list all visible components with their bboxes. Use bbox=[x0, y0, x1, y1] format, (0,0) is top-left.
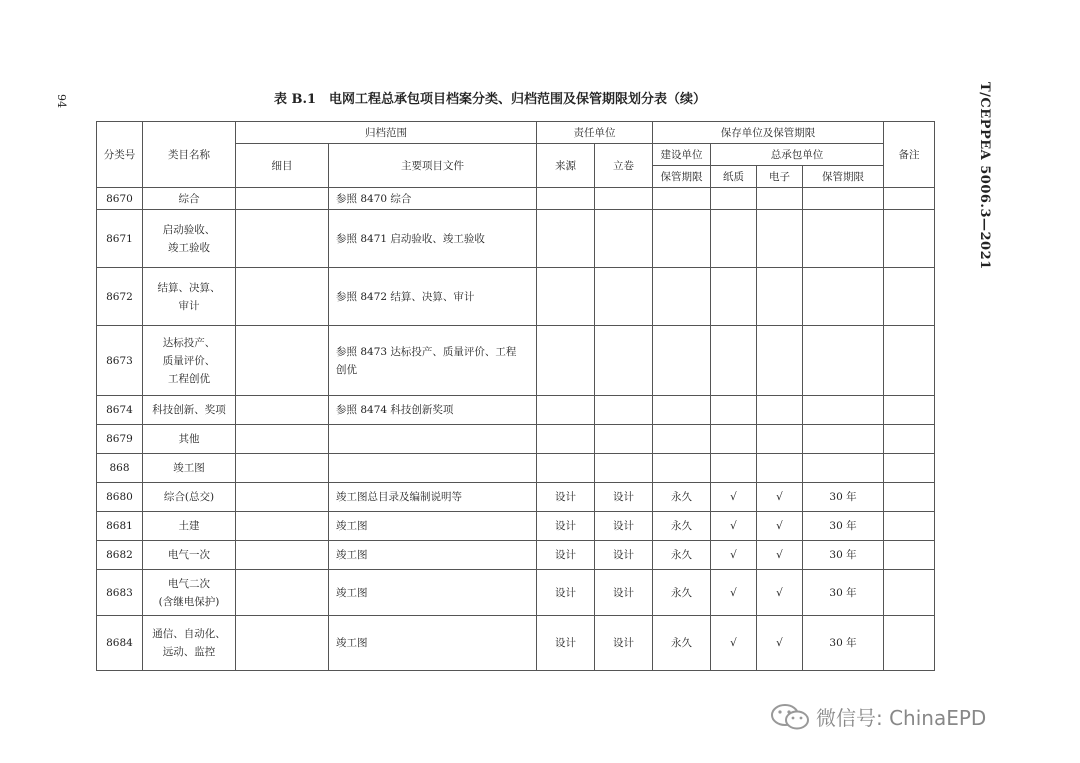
row-source bbox=[537, 454, 595, 483]
row-detail bbox=[236, 268, 329, 326]
table-title: 表 B.1 电网工程总承包项目档案分类、归档范围及保管期限划分表（续） bbox=[273, 92, 707, 107]
row-main-doc bbox=[329, 454, 537, 483]
row-remarks bbox=[884, 570, 935, 616]
row-remarks bbox=[884, 188, 935, 210]
header-code: 分类号 bbox=[97, 122, 143, 188]
row-contractor-period: 30 年 bbox=[803, 616, 884, 671]
wechat-watermark bbox=[770, 702, 986, 731]
row-contractor-period bbox=[803, 210, 884, 268]
row-category: 综合 bbox=[143, 188, 236, 210]
row-category: 综合(总交) bbox=[143, 483, 236, 512]
row-main-doc: 竣工图 bbox=[329, 512, 537, 541]
table-row bbox=[97, 268, 935, 326]
row-detail bbox=[236, 570, 329, 616]
row-paper: √ bbox=[711, 512, 757, 541]
row-detail bbox=[236, 326, 329, 396]
table-row bbox=[97, 188, 935, 210]
row-code: 8681 bbox=[97, 512, 143, 541]
row-remarks bbox=[884, 210, 935, 268]
row-electronic bbox=[757, 326, 803, 396]
row-code: 8684 bbox=[97, 616, 143, 671]
row-contractor-period: 30 年 bbox=[803, 570, 884, 616]
row-filing bbox=[595, 396, 653, 425]
row-remarks bbox=[884, 454, 935, 483]
header-detail: 细目 bbox=[236, 144, 329, 188]
row-source: 设计 bbox=[537, 512, 595, 541]
row-source bbox=[537, 396, 595, 425]
table-row bbox=[97, 425, 935, 454]
row-main-doc: 参照 8470 综合 bbox=[329, 188, 537, 210]
row-contractor-period: 30 年 bbox=[803, 512, 884, 541]
standard-code: T/CEPPEA 5006.3—2021 bbox=[977, 82, 992, 270]
row-code: 8674 bbox=[97, 396, 143, 425]
row-source: 设计 bbox=[537, 616, 595, 671]
header-main-docs: 主要项目文件 bbox=[329, 144, 537, 188]
page-number: 94 bbox=[55, 94, 68, 108]
row-builder-period: 永久 bbox=[653, 483, 711, 512]
row-code: 8679 bbox=[97, 425, 143, 454]
row-code: 8673 bbox=[97, 326, 143, 396]
row-contractor-period: 30 年 bbox=[803, 483, 884, 512]
table-row bbox=[97, 326, 935, 396]
row-source: 设计 bbox=[537, 570, 595, 616]
row-electronic bbox=[757, 268, 803, 326]
row-category: 其他 bbox=[143, 425, 236, 454]
row-electronic: √ bbox=[757, 483, 803, 512]
row-category: 启动验收、 竣工验收 bbox=[143, 210, 236, 268]
row-code: 8671 bbox=[97, 210, 143, 268]
row-code: 8672 bbox=[97, 268, 143, 326]
table-row bbox=[97, 454, 935, 483]
row-detail bbox=[236, 454, 329, 483]
table-row bbox=[97, 541, 935, 570]
row-paper bbox=[711, 188, 757, 210]
row-paper: √ bbox=[711, 570, 757, 616]
row-filing: 设计 bbox=[595, 616, 653, 671]
row-main-doc: 竣工图总目录及编制说明等 bbox=[329, 483, 537, 512]
row-source bbox=[537, 326, 595, 396]
row-category: 科技创新、奖项 bbox=[143, 396, 236, 425]
row-source bbox=[537, 425, 595, 454]
row-paper: √ bbox=[711, 541, 757, 570]
row-detail bbox=[236, 483, 329, 512]
row-electronic bbox=[757, 425, 803, 454]
row-filing: 设计 bbox=[595, 483, 653, 512]
row-filing bbox=[595, 425, 653, 454]
table-row bbox=[97, 396, 935, 425]
row-main-doc: 参照 8473 达标投产、质量评价、工程 创优 bbox=[329, 326, 537, 396]
row-remarks bbox=[884, 425, 935, 454]
row-builder-period bbox=[653, 326, 711, 396]
row-remarks bbox=[884, 616, 935, 671]
archive-table bbox=[96, 121, 935, 671]
row-contractor-period bbox=[803, 326, 884, 396]
row-contractor-period: 30 年 bbox=[803, 541, 884, 570]
header-retention: 保存单位及保管期限 bbox=[653, 122, 884, 144]
row-detail bbox=[236, 396, 329, 425]
row-filing bbox=[595, 268, 653, 326]
row-builder-period bbox=[653, 396, 711, 425]
wechat-icon bbox=[770, 703, 810, 731]
header-category: 类目名称 bbox=[143, 122, 236, 188]
row-paper: √ bbox=[711, 483, 757, 512]
row-code: 868 bbox=[97, 454, 143, 483]
row-electronic: √ bbox=[757, 541, 803, 570]
row-builder-period bbox=[653, 188, 711, 210]
row-category: 电气一次 bbox=[143, 541, 236, 570]
row-contractor-period bbox=[803, 268, 884, 326]
row-paper bbox=[711, 326, 757, 396]
row-builder-period: 永久 bbox=[653, 616, 711, 671]
row-source: 设计 bbox=[537, 541, 595, 570]
row-filing bbox=[595, 326, 653, 396]
row-category: 结算、决算、 审计 bbox=[143, 268, 236, 326]
row-source bbox=[537, 268, 595, 326]
header-filing: 立卷 bbox=[595, 144, 653, 188]
row-builder-period bbox=[653, 454, 711, 483]
row-category: 达标投产、 质量评价、 工程创优 bbox=[143, 326, 236, 396]
header-source: 来源 bbox=[537, 144, 595, 188]
row-code: 8670 bbox=[97, 188, 143, 210]
row-remarks bbox=[884, 396, 935, 425]
row-main-doc bbox=[329, 425, 537, 454]
row-builder-period: 永久 bbox=[653, 570, 711, 616]
row-paper bbox=[711, 454, 757, 483]
table-row bbox=[97, 616, 935, 671]
header-scope: 归档范围 bbox=[236, 122, 537, 144]
row-remarks bbox=[884, 541, 935, 570]
row-source: 设计 bbox=[537, 483, 595, 512]
row-electronic: √ bbox=[757, 570, 803, 616]
row-paper: √ bbox=[711, 616, 757, 671]
header-builder-period: 保管期限 bbox=[653, 166, 711, 188]
row-main-doc: 参照 8474 科技创新奖项 bbox=[329, 396, 537, 425]
row-main-doc: 竣工图 bbox=[329, 616, 537, 671]
watermark-text: 微信号: ChinaEPD bbox=[816, 706, 987, 730]
row-builder-period bbox=[653, 268, 711, 326]
row-filing: 设计 bbox=[595, 541, 653, 570]
row-detail bbox=[236, 188, 329, 210]
table-row bbox=[97, 483, 935, 512]
row-contractor-period bbox=[803, 396, 884, 425]
header-contractor-period: 保管期限 bbox=[803, 166, 884, 188]
header-builder: 建设单位 bbox=[653, 144, 711, 166]
row-electronic bbox=[757, 188, 803, 210]
row-filing: 设计 bbox=[595, 512, 653, 541]
row-builder-period bbox=[653, 425, 711, 454]
row-electronic bbox=[757, 454, 803, 483]
table-row bbox=[97, 210, 935, 268]
row-category: 竣工图 bbox=[143, 454, 236, 483]
header-remarks: 备注 bbox=[884, 122, 935, 188]
row-source bbox=[537, 188, 595, 210]
row-electronic: √ bbox=[757, 616, 803, 671]
row-filing: 设计 bbox=[595, 570, 653, 616]
header-electronic: 电子 bbox=[757, 166, 803, 188]
header-contractor: 总承包单位 bbox=[711, 144, 884, 166]
row-builder-period: 永久 bbox=[653, 512, 711, 541]
row-remarks bbox=[884, 326, 935, 396]
row-category: 通信、自动化、 远动、监控 bbox=[143, 616, 236, 671]
row-contractor-period bbox=[803, 188, 884, 210]
row-detail bbox=[236, 512, 329, 541]
row-remarks bbox=[884, 483, 935, 512]
row-code: 8683 bbox=[97, 570, 143, 616]
row-detail bbox=[236, 210, 329, 268]
table-row bbox=[97, 570, 935, 616]
row-detail bbox=[236, 425, 329, 454]
row-remarks bbox=[884, 512, 935, 541]
header-paper: 纸质 bbox=[711, 166, 757, 188]
row-filing bbox=[595, 188, 653, 210]
row-paper bbox=[711, 268, 757, 326]
row-remarks bbox=[884, 268, 935, 326]
row-detail bbox=[236, 616, 329, 671]
table-row bbox=[97, 512, 935, 541]
row-main-doc: 参照 8472 结算、决算、审计 bbox=[329, 268, 537, 326]
row-builder-period: 永久 bbox=[653, 541, 711, 570]
row-builder-period bbox=[653, 210, 711, 268]
row-filing bbox=[595, 210, 653, 268]
row-electronic bbox=[757, 396, 803, 425]
row-category: 土建 bbox=[143, 512, 236, 541]
row-paper bbox=[711, 425, 757, 454]
row-paper bbox=[711, 396, 757, 425]
row-filing bbox=[595, 454, 653, 483]
row-electronic: √ bbox=[757, 512, 803, 541]
row-code: 8682 bbox=[97, 541, 143, 570]
row-code: 8680 bbox=[97, 483, 143, 512]
row-paper bbox=[711, 210, 757, 268]
row-category: 电气二次 (含继电保护) bbox=[143, 570, 236, 616]
header-responsible: 责任单位 bbox=[537, 122, 653, 144]
row-detail bbox=[236, 541, 329, 570]
row-main-doc: 竣工图 bbox=[329, 570, 537, 616]
row-electronic bbox=[757, 210, 803, 268]
row-main-doc: 参照 8471 启动验收、竣工验收 bbox=[329, 210, 537, 268]
row-contractor-period bbox=[803, 454, 884, 483]
row-source bbox=[537, 210, 595, 268]
row-main-doc: 竣工图 bbox=[329, 541, 537, 570]
row-contractor-period bbox=[803, 425, 884, 454]
